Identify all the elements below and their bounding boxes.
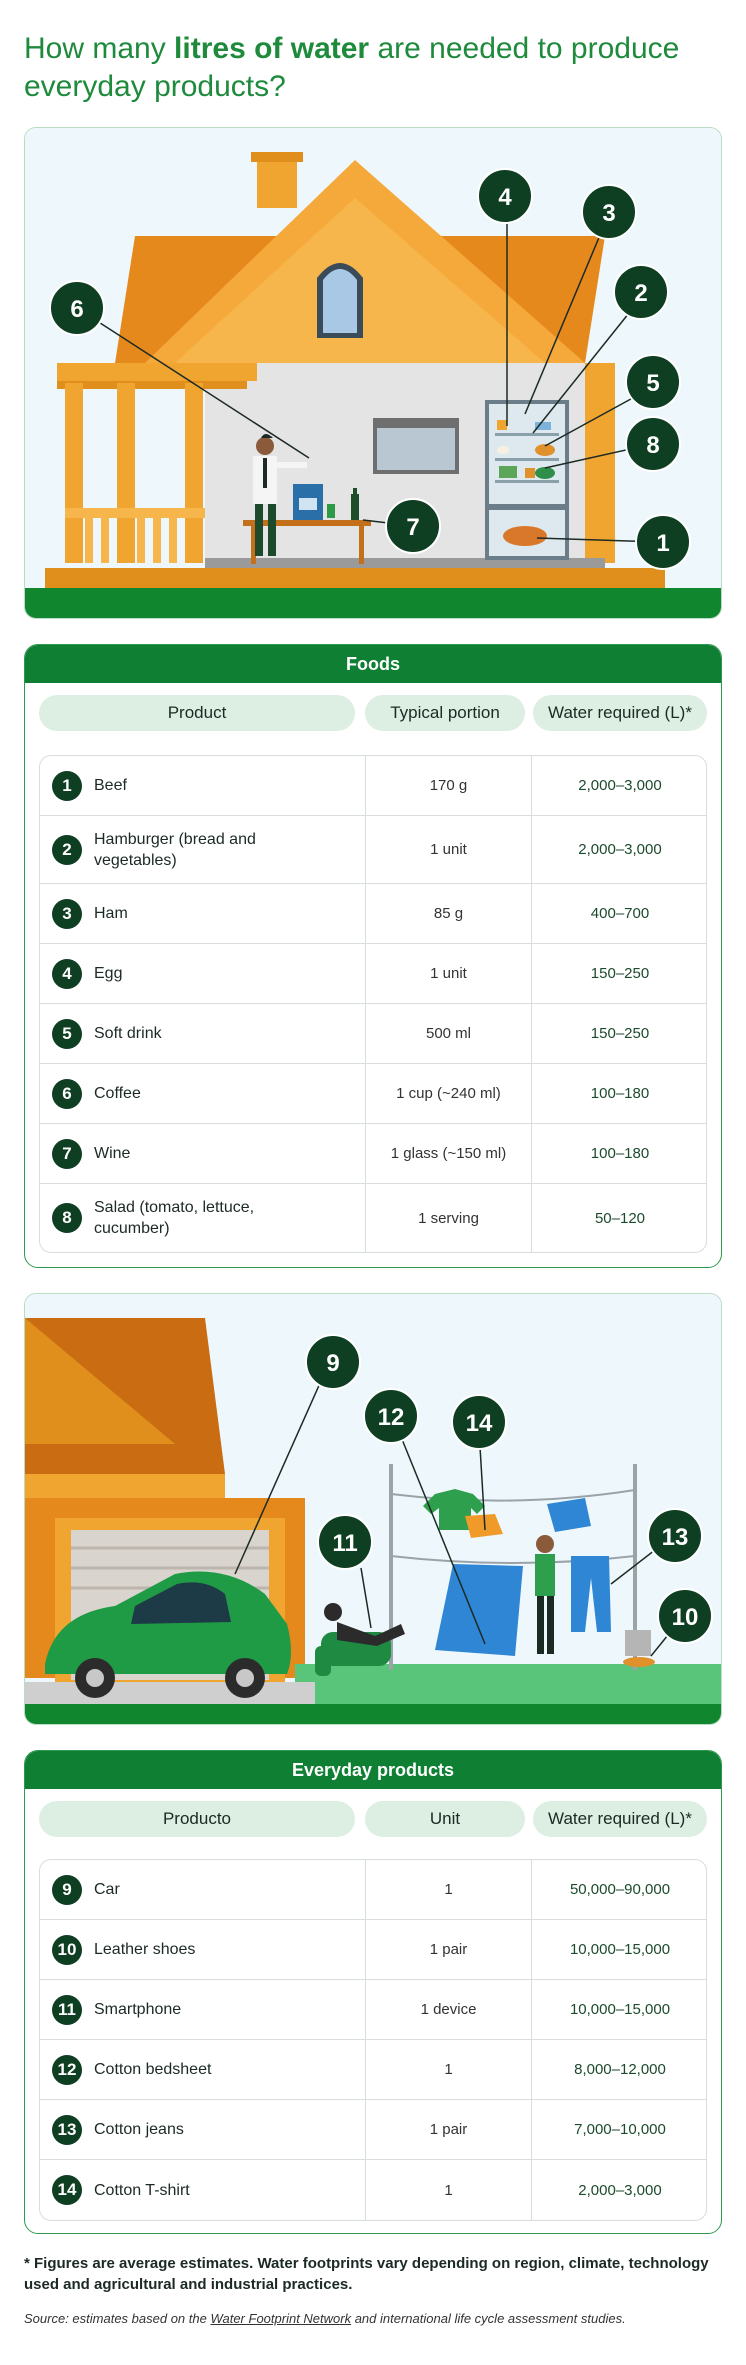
callout-badge: 14 [451, 1394, 507, 1450]
products-table-body [39, 1859, 707, 2221]
row-number-badge: 3 [52, 899, 82, 929]
portion-cell: 1 serving [366, 1184, 532, 1252]
row-number-badge: 5 [52, 1019, 82, 1049]
table-row [40, 2100, 706, 2160]
table-row [40, 1980, 706, 2040]
water-cell: 150–250 [590, 1025, 650, 1042]
column-header-portion: Typical portion [365, 695, 525, 731]
foods-table-header: Foods [25, 645, 721, 683]
product-name: Hamburger (bread and vegetables) [94, 830, 256, 869]
products-table-header: Everyday products [25, 1751, 721, 1789]
unit-cell: 1 [366, 2040, 532, 2099]
product-name: Car [94, 1881, 120, 1898]
product-name: Egg [94, 965, 123, 982]
column-header-unit: Unit [365, 1801, 525, 1837]
title-text-end: are needed to produce everyday products? [24, 32, 680, 103]
table-row [40, 1124, 706, 1184]
products-table-card [24, 1750, 722, 2234]
unit-cell: 1 device [366, 1980, 532, 2039]
table-row [40, 944, 706, 1004]
row-number-badge: 4 [52, 959, 82, 989]
footnote: * Figures are average estimates. Water footprints vary depending on region, climate, technology used and agricultural and industrial practices. [24, 2255, 709, 2293]
column-header-product: Product [39, 695, 355, 731]
product-name: Ham [94, 905, 128, 922]
source-text-end: and international life cycle assessment studies. [351, 2311, 626, 2326]
callout-badge: 5 [625, 354, 681, 410]
portion-cell: 1 glass (~150 ml) [366, 1124, 532, 1183]
foods-table-body [39, 755, 707, 1253]
title-text-bold: litres of water [174, 32, 370, 65]
foods-table-card [24, 644, 722, 1268]
garage-scene-svg [25, 1294, 722, 1725]
water-cell: 10,000–15,000 [569, 2001, 671, 2018]
water-cell: 150–250 [590, 965, 650, 982]
table-row [40, 2160, 706, 2220]
row-number-badge: 2 [52, 835, 82, 865]
product-name: Salad (tomato, lettuce, cucumber) [94, 1199, 255, 1237]
table-row [40, 1860, 706, 1920]
callout-badge: 4 [477, 168, 533, 224]
portion-cell: 85 g [366, 884, 532, 943]
page-title [24, 30, 714, 106]
row-number-badge: 12 [52, 2055, 82, 2085]
table-row [40, 1004, 706, 1064]
product-name: Cotton bedsheet [94, 2061, 212, 2078]
product-name: Wine [94, 1145, 131, 1162]
table-row [40, 1920, 706, 1980]
water-cell: 50,000–90,000 [569, 1881, 671, 1898]
garage-illustration [24, 1293, 722, 1725]
unit-cell: 1 [366, 1860, 532, 1919]
product-name: Smartphone [94, 2001, 182, 2018]
row-number-badge: 1 [52, 771, 82, 801]
row-number-badge: 11 [52, 1995, 82, 2025]
callout-badge: 9 [305, 1334, 361, 1390]
water-cell: 100–180 [590, 1145, 650, 1162]
product-name: Leather shoes [94, 1941, 196, 1958]
callout-badge: 3 [581, 184, 637, 240]
callout-badge: 6 [49, 280, 105, 336]
row-number-badge: 14 [52, 2175, 82, 2205]
callout-badge: 11 [317, 1514, 373, 1570]
water-cell: 400–700 [590, 905, 650, 922]
callout-badge: 13 [647, 1508, 703, 1564]
table-row [40, 1064, 706, 1124]
source-text: Source: estimates based on the [24, 2311, 211, 2326]
row-number-badge: 13 [52, 2115, 82, 2145]
portion-cell: 170 g [366, 756, 532, 815]
row-number-badge: 6 [52, 1079, 82, 1109]
house-illustration [24, 127, 722, 619]
table-row [40, 884, 706, 944]
callout-badge: 10 [657, 1588, 713, 1644]
row-number-badge: 10 [52, 1935, 82, 1965]
callout-badge: 8 [625, 416, 681, 472]
table-row [40, 1184, 706, 1252]
water-cell: 2,000–3,000 [578, 2181, 662, 2199]
table-row [40, 2040, 706, 2100]
row-number-badge: 8 [52, 1203, 82, 1233]
product-name: Coffee [94, 1085, 141, 1102]
water-cell: 2,000–3,000 [578, 841, 662, 858]
portion-cell: 1 unit [366, 816, 532, 883]
column-header-product: Producto [39, 1801, 355, 1837]
table-row [40, 816, 706, 884]
column-header-water: Water required (L)* [533, 695, 707, 731]
product-name: Cotton T-shirt [94, 2181, 190, 2199]
unit-cell: 1 pair [366, 2100, 532, 2159]
water-cell: 50–120 [594, 1209, 646, 1227]
product-name: Cotton jeans [94, 2121, 184, 2138]
portion-cell: 500 ml [366, 1004, 532, 1063]
callout-badge: 12 [363, 1388, 419, 1444]
row-number-badge: 9 [52, 1875, 82, 1905]
table-row [40, 756, 706, 816]
portion-cell: 1 cup (~240 ml) [366, 1064, 532, 1123]
product-name: Beef [94, 777, 127, 794]
title-text-start: How many [24, 32, 175, 65]
callout-badge: 7 [385, 498, 441, 554]
products-column-headers [25, 1789, 721, 1841]
unit-cell: 1 pair [366, 1920, 532, 1979]
column-header-water: Water required (L)* [533, 1801, 707, 1837]
row-number-badge: 7 [52, 1139, 82, 1169]
source-link[interactable]: Water Footprint Network [210, 2311, 352, 2326]
water-cell: 10,000–15,000 [569, 1941, 671, 1958]
product-name: Soft drink [94, 1025, 162, 1042]
callout-badge: 2 [613, 264, 669, 320]
portion-cell: 1 unit [366, 944, 532, 1003]
water-cell: 2,000–3,000 [578, 777, 662, 794]
unit-cell: 1 [366, 2160, 532, 2220]
source-note [24, 2311, 724, 2326]
callout-badge: 1 [635, 514, 691, 570]
water-cell: 7,000–10,000 [574, 2121, 666, 2138]
water-cell: 8,000–12,000 [574, 2061, 666, 2078]
water-cell: 100–180 [590, 1085, 650, 1102]
foods-column-headers [25, 683, 721, 735]
